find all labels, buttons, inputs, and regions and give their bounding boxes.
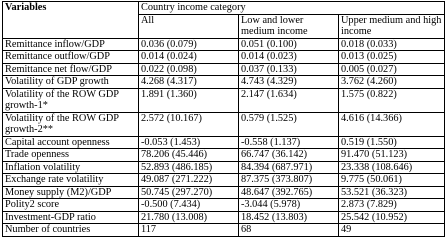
cell-high-income: 0.013 (0.025) [339, 51, 445, 64]
table-row [3, 174, 445, 187]
table-row [3, 38, 445, 51]
cell-high-income: 49 [339, 224, 445, 237]
cell-low-income: 0.051 (0.100) [239, 38, 339, 51]
column-header-all: All [139, 14, 239, 38]
row-label: Money supply (M2)/GDP [3, 186, 139, 199]
summary-statistics-table [2, 1, 445, 237]
cell-low-income: -0.558 (1.137) [239, 136, 339, 149]
cell-low-income: 4.743 (4.329) [239, 76, 339, 89]
cell-high-income: 3.762 (4.260) [339, 76, 445, 89]
table-row [3, 88, 445, 112]
cell-low-income: 84.394 (687.971) [239, 161, 339, 174]
cell-all: 2.572 (10.167) [139, 112, 239, 136]
column-header-low-income: Low and lower medium income [239, 14, 339, 38]
cell-all: 49.087 (271.222) [139, 174, 239, 187]
cell-high-income: 1.575 (0.822) [339, 88, 445, 112]
cell-low-income: 0.579 (1.525) [239, 112, 339, 136]
cell-all: 117 [139, 224, 239, 237]
cell-low-income: 66.747 (36.142) [239, 149, 339, 162]
cell-low-income: 18.452 (13.803) [239, 211, 339, 224]
table-row [3, 211, 445, 224]
row-label: Polity2 score [3, 199, 139, 212]
row-label: Inflation volatility [3, 161, 139, 174]
cell-low-income: 0.037 (0.133) [239, 63, 339, 76]
row-label: Investment-GDP ratio [3, 211, 139, 224]
row-label: Number of countries [3, 224, 139, 237]
cell-all: 0.014 (0.024) [139, 51, 239, 64]
cell-high-income: 25.542 (10.952) [339, 211, 445, 224]
cell-all: 52.893 (486.185) [139, 161, 239, 174]
cell-all: -0.500 (7.434) [139, 199, 239, 212]
cell-all: 1.891 (1.360) [139, 88, 239, 112]
table-row [3, 161, 445, 174]
cell-low-income: 2.147 (1.634) [239, 88, 339, 112]
cell-high-income: 91.470 (51.123) [339, 149, 445, 162]
cell-high-income: 2.873 (7.829) [339, 199, 445, 212]
row-label: Capital account openness [3, 136, 139, 149]
cell-all: -0.053 (1.453) [139, 136, 239, 149]
table-row [3, 76, 445, 89]
cell-high-income: 53.521 (36.323) [339, 186, 445, 199]
table-row [3, 149, 445, 162]
cell-low-income: 0.014 (0.023) [239, 51, 339, 64]
table-row [3, 63, 445, 76]
row-label: Volatility of GDP growth [3, 76, 139, 89]
cell-low-income: 87.375 (373.807) [239, 174, 339, 187]
country-income-category-header: Country income category [139, 2, 445, 15]
cell-all: 78.206 (45.446) [139, 149, 239, 162]
table-row [3, 112, 445, 136]
row-label: Remittance inflow/GDP [3, 38, 139, 51]
cell-high-income: 23.338 (108.646) [339, 161, 445, 174]
cell-high-income: 0.519 (1.550) [339, 136, 445, 149]
table-row [3, 224, 445, 237]
table-row [3, 136, 445, 149]
cell-all: 0.036 (0.079) [139, 38, 239, 51]
header-row-top [3, 2, 445, 15]
row-label: Volatility of the ROW GDP growth-2** [3, 112, 139, 136]
cell-low-income: 68 [239, 224, 339, 237]
cell-high-income: 0.018 (0.033) [339, 38, 445, 51]
table-row [3, 199, 445, 212]
row-label: Volatility of the ROW GDP growth-1* [3, 88, 139, 112]
table-row [3, 51, 445, 64]
table-row [3, 186, 445, 199]
column-header-high-income: Upper medium and high income [339, 14, 445, 38]
cell-low-income: -3.044 (5.978) [239, 199, 339, 212]
variables-header: Variables [3, 2, 139, 39]
cell-high-income: 0.005 (0.027) [339, 63, 445, 76]
row-label: Exchange rate volatility [3, 174, 139, 187]
cell-all: 0.022 (0.098) [139, 63, 239, 76]
cell-all: 21.780 (13.008) [139, 211, 239, 224]
cell-all: 4.268 (4.317) [139, 76, 239, 89]
cell-high-income: 9.775 (50.061) [339, 174, 445, 187]
table-body [3, 38, 445, 236]
cell-low-income: 48.647 (392.765) [239, 186, 339, 199]
cell-high-income: 4.616 (14.366) [339, 112, 445, 136]
row-label: Remittance net flow/GDP [3, 63, 139, 76]
row-label: Trade openness [3, 149, 139, 162]
cell-all: 50.745 (297.270) [139, 186, 239, 199]
row-label: Remittance outflow/GDP [3, 51, 139, 64]
